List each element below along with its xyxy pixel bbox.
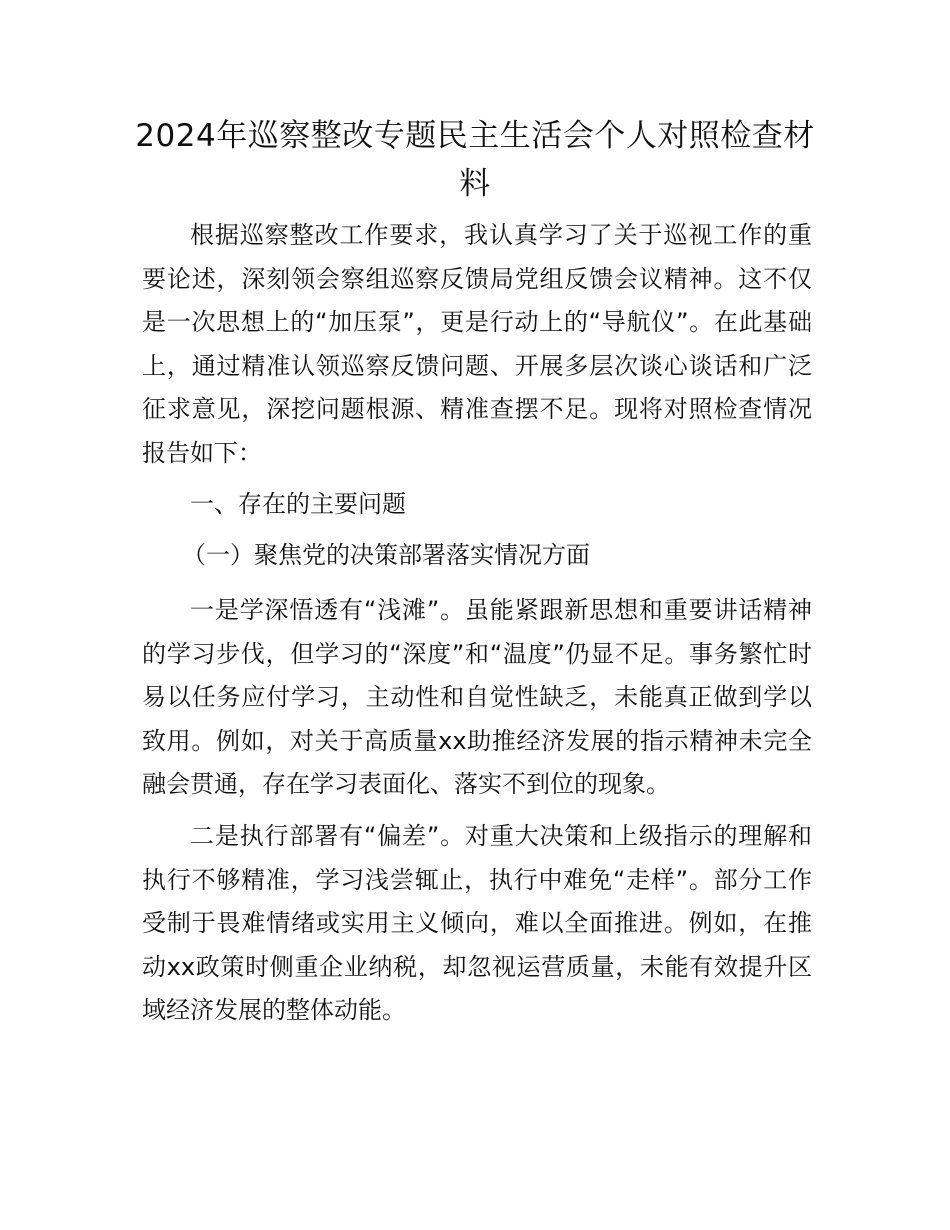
subsection-heading: （一）聚焦党的决策部署落实情况方面 (182, 541, 590, 569)
intro-paragraph: 根据巡察整改工作要求，我认真学习了关于巡视工作的重要论述，深刻领会察组巡察反馈局党组反馈会议精神。这不仅是一次思想上的“加压泵”，更是行动上的“导航仪”。在此基础上，通过精准认领巡察反馈问题、开展多层次谈心谈话和广泛征求意见，深挖问题根源、精准查摆不足。现将对照检查情况报告如下： (142, 221, 812, 467)
point-two-paragraph: 二是执行部署有“偏差”。对重大决策和上级指示的理解和执行不够精准，学习浅尝辄止，执行中难免“走样”。部分工作受制于畏难情绪或实用主义倾向，难以全面推进。例如，在推动xx政策时侧重企业纳税，却忽视运营质量，未能有效提升区域经济发展的整体动能。 (142, 822, 812, 1024)
point-one-paragraph: 一是学深悟透有“浅滩”。虽能紧跟新思想和重要讲话精神的学习步伐，但学习的“深度”和“温度”仍显不足。事务繁忙时易以任务应付学习，主动性和自觉性缺乏，未能真正做到学以致用。例如，对关于高质量xx助推经济发展的指示精神未完全融会贯通，存在学习表面化、落实不到位的现象。 (142, 596, 812, 798)
section-heading: 一、存在的主要问题 (190, 490, 406, 518)
document-title: 2024年巡察整改专题民主生活会个人对照检查材料 (135, 118, 815, 202)
